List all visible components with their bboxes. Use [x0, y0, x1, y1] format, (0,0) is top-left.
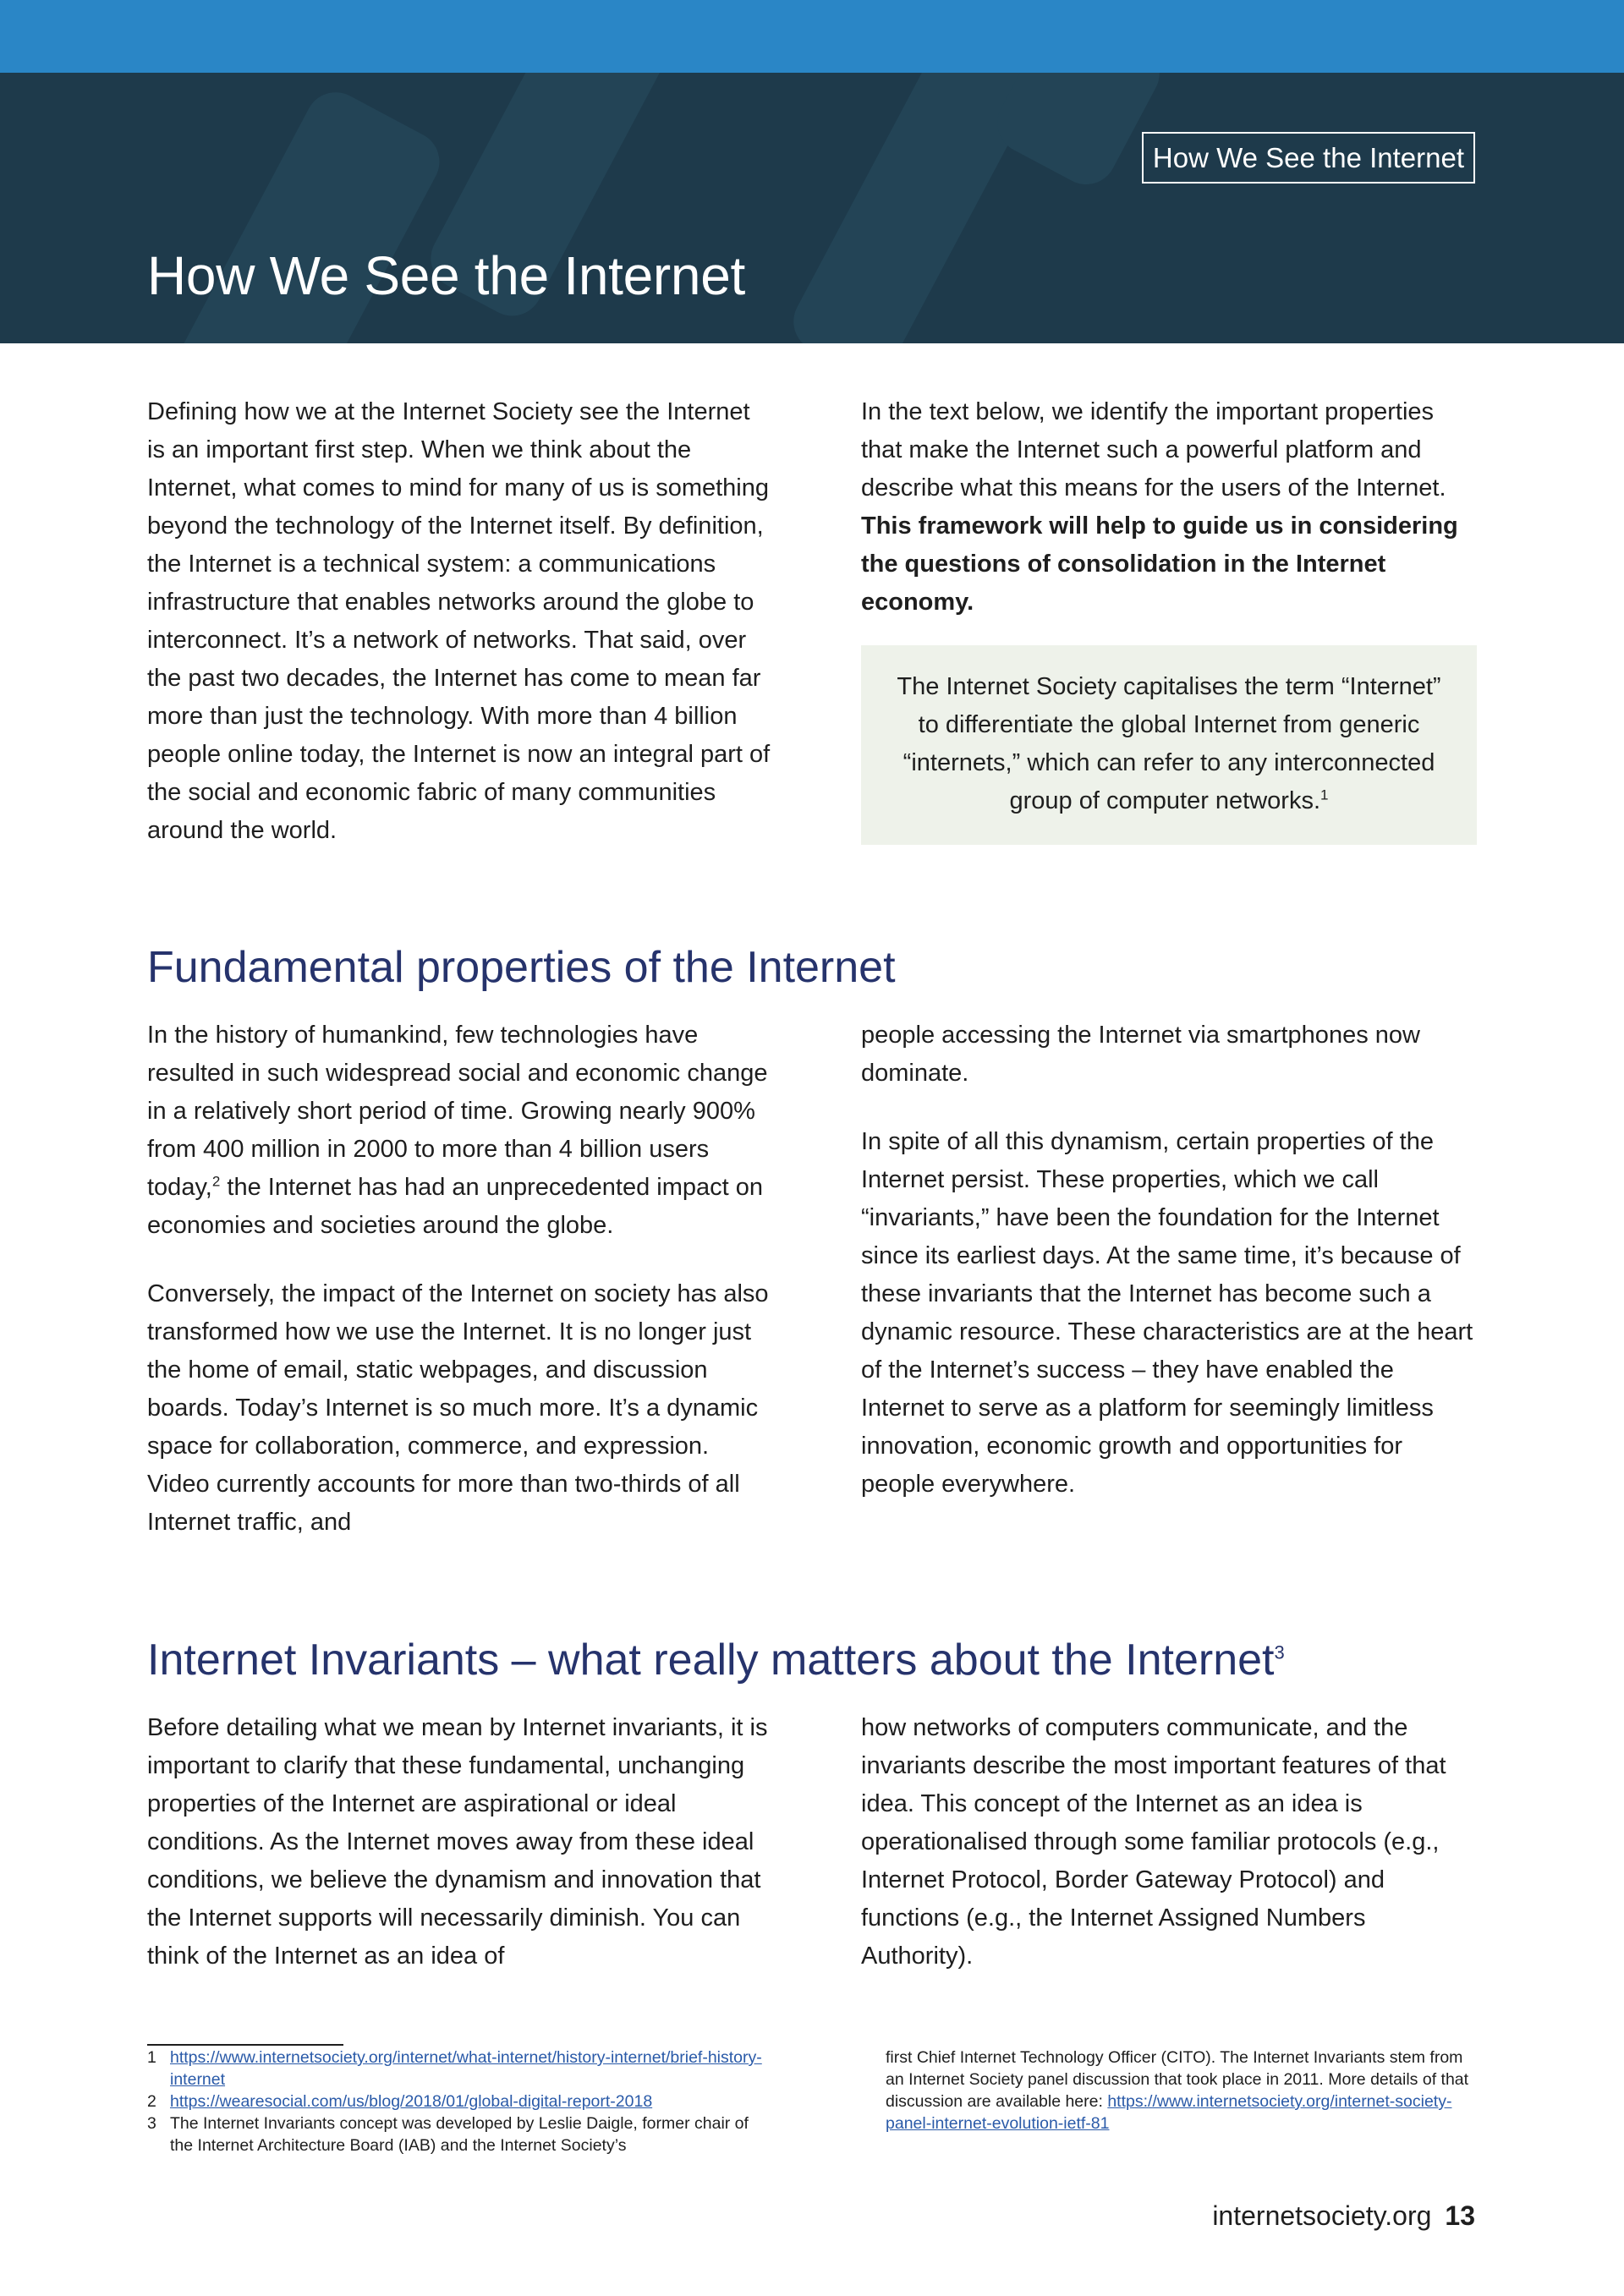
- footnote-link[interactable]: https://www.internetsociety.org/internet/what-internet/history-internet/brief-history-internet: [170, 2048, 762, 2089]
- footnote-ref: 2: [211, 1173, 221, 1190]
- callout-text: The Internet Society capitalises the term “Internet” to differentiate the global Internet from generic “internets,” which can refer to any interconnected group of computer networks.: [897, 673, 1441, 814]
- footnote-number: 1: [147, 2048, 156, 2067]
- footnote-divider: [147, 2044, 343, 2046]
- page-number: 13: [1445, 2200, 1475, 2231]
- section2-left-column: [147, 1709, 773, 1975]
- section-heading-invariants: Internet Invariants – what really matters about the Internet$^3$: [147, 1636, 1285, 1685]
- section1-paragraph: people accessing the Internet via smartphones now dominate.: [861, 1022, 1420, 1087]
- page-footer: [1212, 2202, 1475, 2229]
- footnote-text: The Internet Invariants concept was developed by Leslie Daigle, former chair of the Internet Architecture Board (IAB) and the Internet Society’s: [170, 2114, 749, 2155]
- footnote-number: 3: [147, 2114, 156, 2133]
- page-title: How We See the Internet: [147, 245, 745, 306]
- top-accent-bar: [0, 0, 1624, 73]
- header-banner: [0, 73, 1624, 343]
- section2-paragraph: Before detailing what we mean by Internet invariants, it is important to clarify that these fundamental, unchanging properties of the Internet are aspirational or ideal conditions. As the Internet moves away from these ideal conditions, we believe the dynamism and innovation that the Internet supports will necessarily diminish. You can think of the Internet as an idea of: [147, 1714, 768, 1970]
- section1-right-column: [861, 1016, 1479, 1504]
- footnote-link[interactable]: https://wearesocial.com/us/blog/2018/01/global-digital-report-2018: [170, 2092, 653, 2111]
- section-heading-fundamental: Fundamental properties of the Internet: [147, 943, 896, 992]
- framework-statement: This framework will help to guide us in considering the questions of consolidation in the Internet economy.: [861, 512, 1458, 616]
- intro-paragraph: Defining how we at the Internet Society see the Internet is an important first step. When we think about the Internet, what comes to mind for many of us is something beyond the technology of the Internet itself. By definition, the Internet is a technical system: a communications infrastructure that enables networks around the globe to interconnect. It’s a network of networks. That said, over the past two decades, the Internet has come to mean far more than just the technology. With more than 4 billion people online today, the Internet is now an integral part of the social and economic fabric of many communities around the world.: [147, 398, 771, 844]
- footnotes-left: [147, 2047, 765, 2156]
- section1-paragraph: In spite of all this dynamism, certain properties of the Internet persist. These properties, which we call “invariants,” have been the foundation for the Internet since its earliest days. At the same time, it’s because of these invariants that the Internet has become such a dynamic resource. These characteristics are at the heart of the Internet’s success – they have enabled the Internet to serve as a platform for seemingly limitless innovation, economic growth and opportunities for people everywhere.: [861, 1128, 1473, 1498]
- footnote-2: [147, 2091, 765, 2112]
- intro-left-column: [147, 393, 773, 850]
- footnote-ref: 1: [1320, 786, 1329, 803]
- section1-paragraph: Conversely, the impact of the Internet on society has also transformed how we use the Internet. It is no longer just the home of email, static webpages, and discussion boards. Today’s Internet is so much more. It’s a dynamic space for collaboration, commerce, and expression. Video currently accounts for more than two-thirds of all Internet traffic, and: [147, 1280, 769, 1536]
- intro-paragraph-right: In the text below, we identify the important properties that make the Internet such a powerful platform and describe what this means for the users of the Internet. This framework will help to guide us in considering the questions of consolidation in the Internet economy.: [861, 398, 1458, 616]
- footnote-ref: 3: [1274, 1641, 1285, 1663]
- section1-paragraph: In the history of humankind, few technologies have resulted in such widespread social and economic change in a relatively short period of time. Growing nearly 900% from 400 million in 2000 to more than 4 billion users today,$^2$ the Internet has had an unprecedented impact on economies and societies around the globe.: [147, 1022, 768, 1239]
- footnote-number: 2: [147, 2092, 156, 2111]
- footnote-1: [147, 2047, 765, 2091]
- footnotes-right: [886, 2047, 1478, 2134]
- footnote-link[interactable]: https://www.internetsociety.org/internet-society-panel-internet-evolution-ietf-81: [886, 2092, 1452, 2133]
- section2-right-column: [861, 1709, 1479, 1975]
- internet-term-callout: [861, 645, 1477, 845]
- section1-left-column: [147, 1016, 773, 1542]
- section-tag: How We See the Internet: [1142, 132, 1475, 184]
- footer-site: internetsociety.org: [1212, 2200, 1432, 2231]
- intro-right-column: [861, 393, 1479, 622]
- footnote-3: [147, 2112, 765, 2156]
- section2-paragraph: how networks of computers communicate, and the invariants describe the most important features of that idea. This concept of the Internet as an idea is operationalised through some familiar protocols (e.g., Internet Protocol, Border Gateway Protocol) and functions (e.g., the Internet Assigned Numbers Authority).: [861, 1714, 1446, 1970]
- footnote-text: first Chief Internet Technology Officer (CITO). The Internet Invariants stem from an Internet Society panel discussion that took place in 2011. More details of that discussion are available here:: [886, 2048, 1469, 2111]
